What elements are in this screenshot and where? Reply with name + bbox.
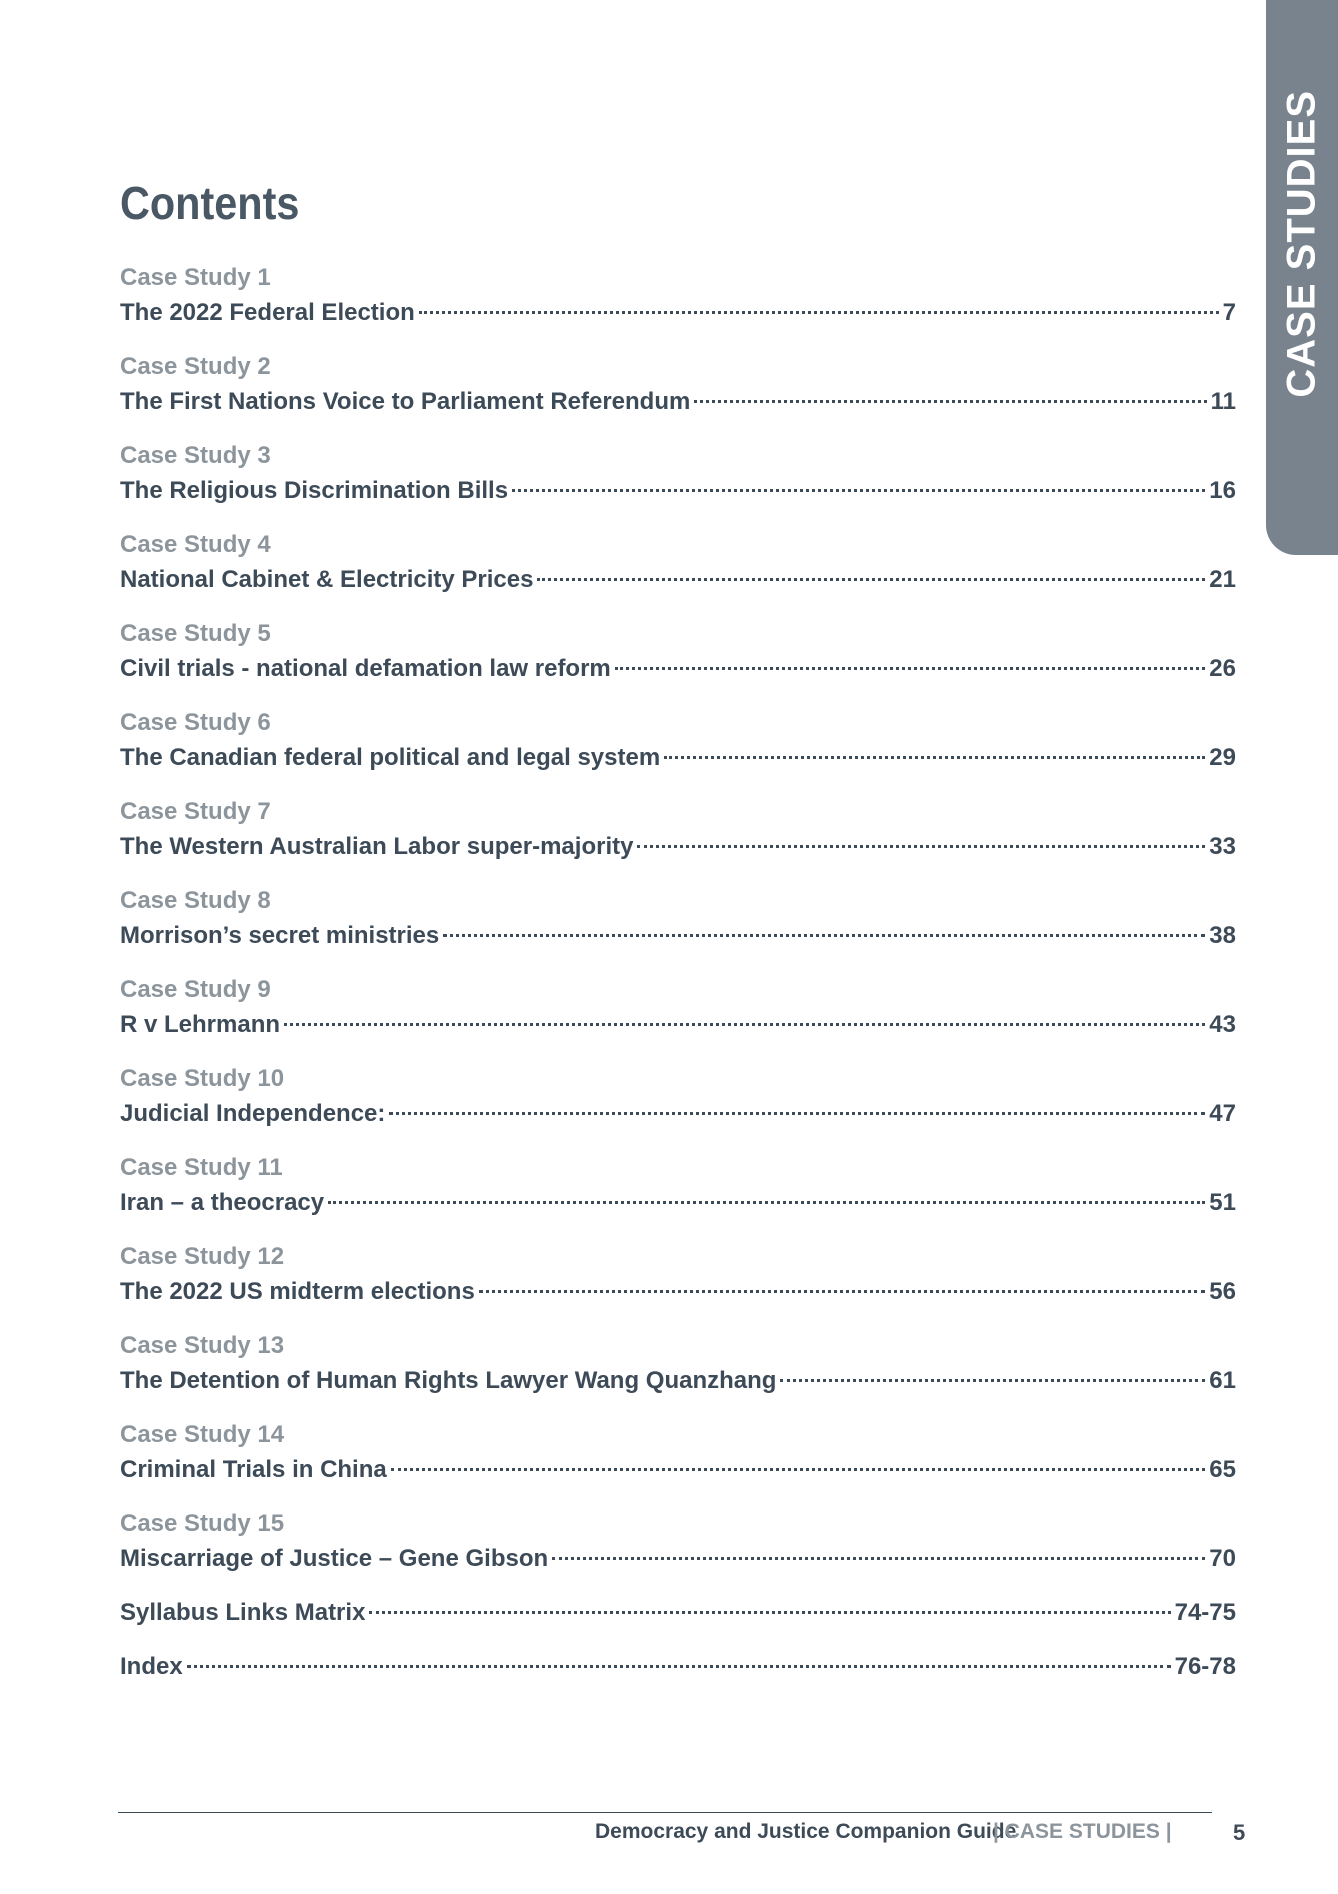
toc-entry[interactable] xyxy=(120,616,1236,705)
section-side-tab xyxy=(1266,0,1338,555)
dot-leader xyxy=(780,1379,1205,1382)
dot-leader xyxy=(284,1023,1205,1026)
dot-leader xyxy=(552,1557,1205,1560)
case-study-label: Case Study 14 xyxy=(120,1421,285,1448)
page-number: 38 xyxy=(1209,922,1236,949)
dot-leader xyxy=(389,1112,1205,1115)
toc-entry[interactable] xyxy=(120,1239,1236,1328)
toc-entry[interactable] xyxy=(120,1061,1236,1150)
case-study-label: Case Study 9 xyxy=(120,976,271,1003)
page-title: Contents xyxy=(120,177,300,229)
page-number: 16 xyxy=(1209,477,1236,504)
entry-title: Morrison’s secret ministries xyxy=(120,922,440,949)
dot-leader xyxy=(637,845,1205,848)
entry-title: The 2022 Federal Election xyxy=(120,299,415,326)
entry-title: National Cabinet & Electricity Prices xyxy=(120,566,534,593)
page-number: 29 xyxy=(1209,744,1236,771)
entry-title: The 2022 US midterm elections xyxy=(120,1278,475,1305)
toc-entry-syllabus-matrix[interactable] xyxy=(120,1595,1236,1649)
case-study-label: Case Study 11 xyxy=(120,1154,283,1181)
entry-title: Civil trials - national defamation law reform xyxy=(120,655,611,682)
dot-leader xyxy=(479,1290,1206,1293)
footer-divider xyxy=(118,1812,1212,1813)
side-tab-label: CASE STUDIES xyxy=(1279,90,1324,398)
page-number: 21 xyxy=(1209,566,1236,593)
toc-entry[interactable] xyxy=(120,1150,1236,1239)
dot-leader xyxy=(328,1201,1205,1204)
entry-title: Syllabus Links Matrix xyxy=(120,1599,366,1626)
toc-entry[interactable] xyxy=(120,883,1236,972)
page-number: 65 xyxy=(1209,1456,1236,1483)
entry-title: Iran – a theocracy xyxy=(120,1189,325,1216)
toc-entry[interactable] xyxy=(120,1506,1236,1595)
toc-entry[interactable] xyxy=(120,705,1236,794)
entry-title: The Western Australian Labor super-majority xyxy=(120,833,634,860)
entry-title: Judicial Independence: xyxy=(120,1100,386,1127)
case-study-label: Case Study 7 xyxy=(120,798,271,825)
toc-entry[interactable] xyxy=(120,972,1236,1061)
dot-leader xyxy=(537,578,1205,581)
dot-leader xyxy=(694,400,1206,403)
case-study-label: Case Study 1 xyxy=(120,264,271,291)
entry-title: The Religious Discrimination Bills xyxy=(120,477,509,504)
page-number: 70 xyxy=(1209,1545,1236,1572)
footer-guide-title: Democracy and Justice Companion Guide xyxy=(595,1820,1017,1843)
dot-leader xyxy=(369,1611,1170,1614)
table-of-contents xyxy=(120,260,1236,1703)
toc-entry[interactable] xyxy=(120,1417,1236,1506)
entry-title: Criminal Trials in China xyxy=(120,1456,387,1483)
footer-page-number: 5 xyxy=(1233,1820,1246,1845)
footer-section-label: | CASE STUDIES | xyxy=(993,1820,1172,1843)
toc-entry[interactable] xyxy=(120,349,1236,438)
dot-leader xyxy=(443,934,1205,937)
toc-entry[interactable] xyxy=(120,260,1236,349)
entry-title: The First Nations Voice to Parliament Referendum xyxy=(120,388,691,415)
entry-title: The Detention of Human Rights Lawyer Wang Quanzhang xyxy=(120,1367,777,1394)
case-study-label: Case Study 13 xyxy=(120,1332,285,1359)
page-number: 11 xyxy=(1210,388,1236,415)
case-study-label: Case Study 2 xyxy=(120,353,271,380)
page-number: 7 xyxy=(1222,299,1236,326)
toc-entry[interactable] xyxy=(120,527,1236,616)
page-number: 47 xyxy=(1209,1100,1236,1127)
page-number: 56 xyxy=(1209,1278,1236,1305)
case-study-label: Case Study 6 xyxy=(120,709,271,736)
case-study-label: Case Study 3 xyxy=(120,442,271,469)
case-study-label: Case Study 15 xyxy=(120,1510,285,1537)
entry-title: The Canadian federal political and legal system xyxy=(120,744,661,771)
dot-leader xyxy=(391,1468,1206,1471)
page-number: 43 xyxy=(1209,1011,1236,1038)
toc-entry[interactable] xyxy=(120,1328,1236,1417)
dot-leader xyxy=(419,311,1219,314)
dot-leader xyxy=(512,489,1205,492)
dot-leader xyxy=(187,1665,1171,1668)
toc-entry-index[interactable] xyxy=(120,1649,1236,1703)
page-number: 76-78 xyxy=(1174,1653,1236,1680)
case-study-label: Case Study 5 xyxy=(120,620,271,647)
case-study-label: Case Study 4 xyxy=(120,531,271,558)
entry-title: Index xyxy=(120,1653,183,1680)
page-number: 74-75 xyxy=(1174,1599,1236,1626)
toc-entry[interactable] xyxy=(120,438,1236,527)
case-study-label: Case Study 12 xyxy=(120,1243,285,1270)
entry-title: Miscarriage of Justice – Gene Gibson xyxy=(120,1545,549,1572)
page-number: 61 xyxy=(1209,1367,1236,1394)
page-number: 51 xyxy=(1209,1189,1236,1216)
page-number: 26 xyxy=(1209,655,1236,682)
case-study-label: Case Study 10 xyxy=(120,1065,285,1092)
page-number: 33 xyxy=(1209,833,1236,860)
toc-entry[interactable] xyxy=(120,794,1236,883)
case-study-label: Case Study 8 xyxy=(120,887,271,914)
dot-leader xyxy=(664,756,1205,759)
dot-leader xyxy=(615,667,1206,670)
entry-title: R v Lehrmann xyxy=(120,1011,281,1038)
